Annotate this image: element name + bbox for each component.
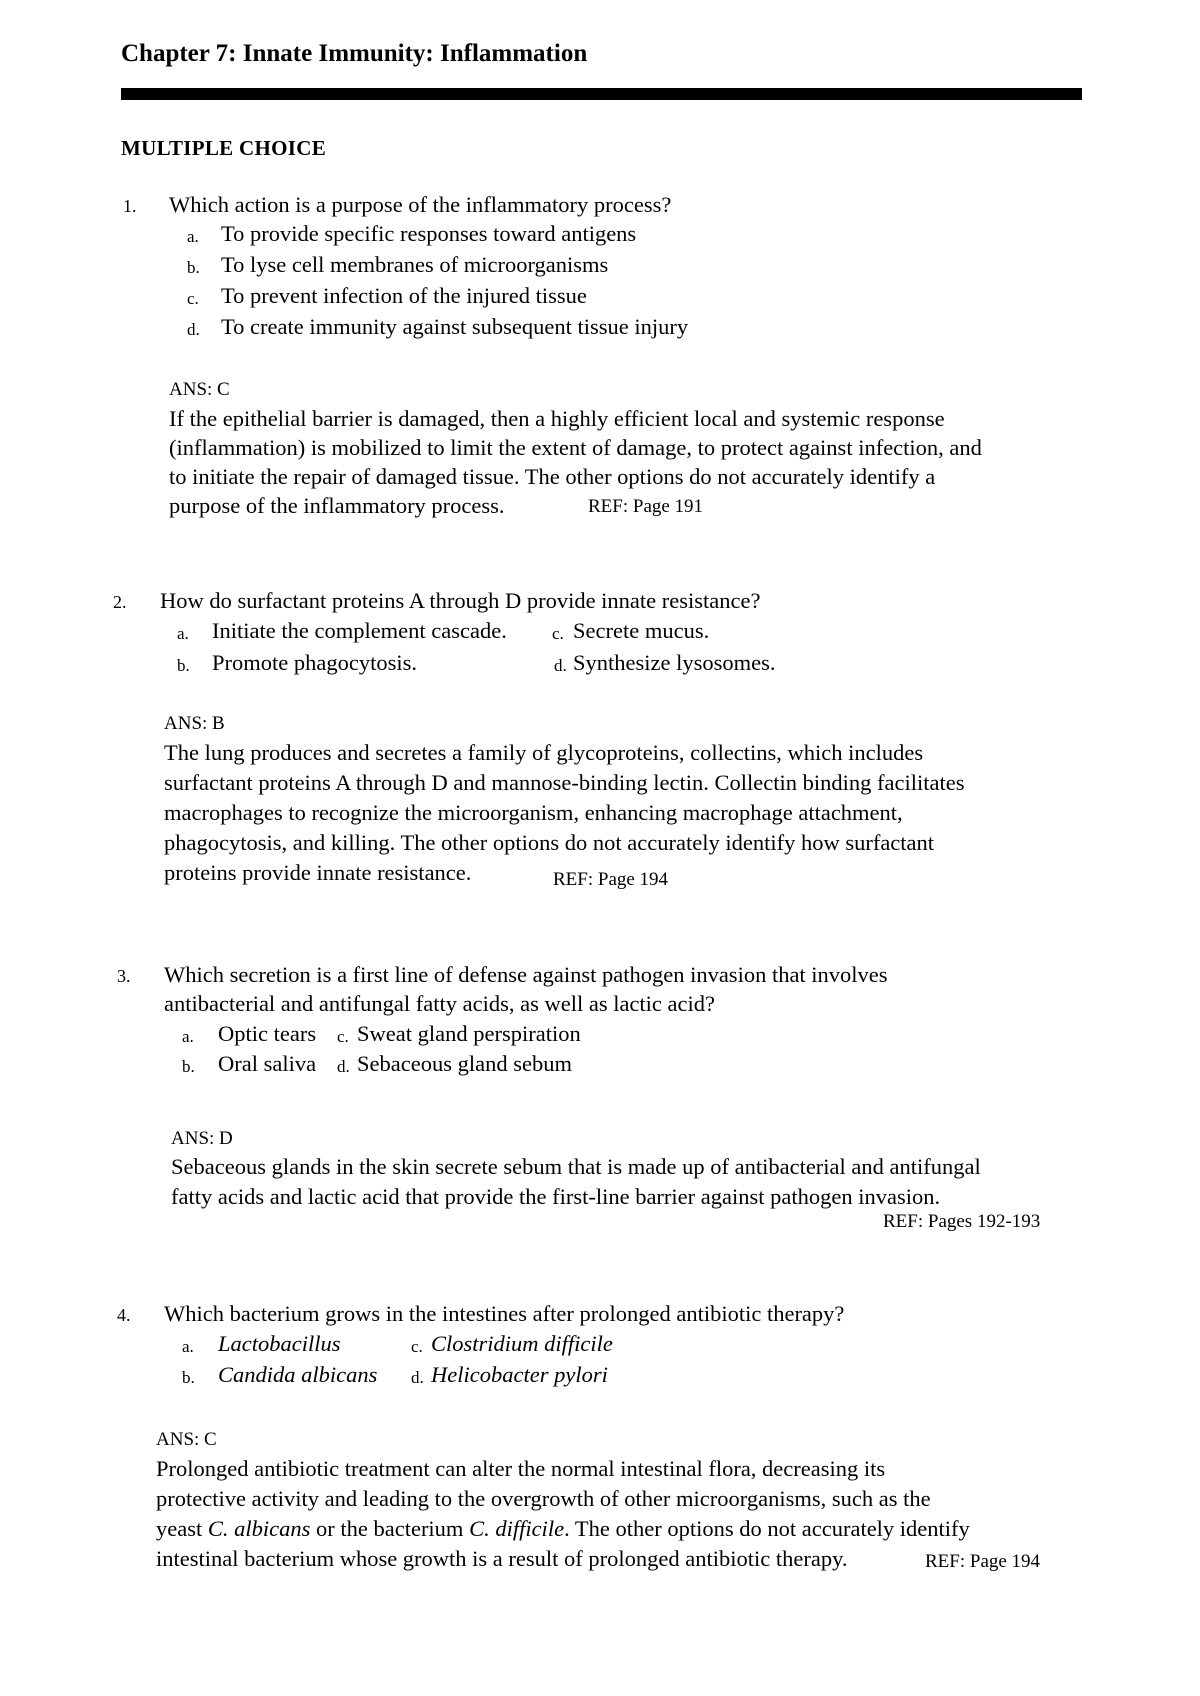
option-label: b. bbox=[177, 656, 190, 675]
explanation-line: phagocytosis, and killing. The other options do not accurately identify how surfactant bbox=[164, 830, 935, 855]
option-text: Oral saliva bbox=[218, 1051, 317, 1076]
answer-key: ANS: C bbox=[156, 1429, 217, 1450]
option-label: c. bbox=[411, 1337, 423, 1356]
explanation-line: If the epithelial barrier is damaged, then a highly efficient local and systemic response bbox=[169, 406, 945, 431]
explanation-line: The lung produces and secretes a family of glycoproteins, collectins, which includes bbox=[164, 740, 924, 765]
page-reference: REF: Page 191 bbox=[588, 496, 704, 517]
explanation-line: fatty acids and lactic acid that provide the first-line barrier against pathogen invasion. bbox=[171, 1184, 941, 1209]
option-text: Sweat gland perspiration bbox=[357, 1021, 581, 1046]
question-text: Which action is a purpose of the inflammatory process? bbox=[169, 192, 672, 217]
explanation-text: or the bacterium bbox=[310, 1516, 470, 1541]
answer-key: ANS: C bbox=[169, 379, 230, 400]
question-number: 1. bbox=[123, 196, 137, 216]
option-text: Synthesize lysosomes. bbox=[573, 650, 776, 675]
option-label: b. bbox=[182, 1368, 195, 1387]
explanation-line: surfactant proteins A through D and mannose-binding lectin. Collectin binding facilitates bbox=[164, 770, 965, 795]
option-label: c. bbox=[337, 1027, 349, 1046]
option-label: a. bbox=[187, 227, 199, 246]
option-text: Promote phagocytosis. bbox=[212, 650, 417, 675]
question-text: How do surfactant proteins A through D provide innate resistance? bbox=[160, 588, 761, 613]
question-text: antibacterial and antifungal fatty acids, as well as lactic acid? bbox=[164, 991, 715, 1016]
option-label: b. bbox=[187, 258, 200, 277]
option-text: To prevent infection of the injured tissue bbox=[221, 283, 587, 308]
question-number: 3. bbox=[117, 966, 131, 986]
option-text: To create immunity against subsequent tissue injury bbox=[221, 314, 689, 339]
option-label: c. bbox=[552, 624, 564, 643]
explanation-line bbox=[156, 1514, 970, 1544]
explanation-text: yeast bbox=[156, 1516, 208, 1541]
option-text: Sebaceous gland sebum bbox=[357, 1051, 572, 1076]
option-label: d. bbox=[337, 1057, 350, 1076]
explanation-line: purpose of the inflammatory process. bbox=[169, 493, 505, 518]
answer-key: ANS: D bbox=[171, 1128, 233, 1149]
page-reference: REF: Page 194 bbox=[925, 1551, 1041, 1572]
option-text: To lyse cell membranes of microorganisms bbox=[221, 252, 609, 277]
explanation-line: macrophages to recognize the microorganism, enhancing macrophage attachment, bbox=[164, 800, 903, 825]
question-number: 2. bbox=[113, 592, 127, 612]
option-text: Optic tears bbox=[218, 1021, 317, 1046]
page-title: Chapter 7: Innate Immunity: Inflammation bbox=[121, 40, 588, 67]
option-label: d. bbox=[554, 656, 567, 675]
option-text: Secrete mucus. bbox=[573, 618, 710, 643]
option-text: Candida albicans bbox=[218, 1362, 378, 1387]
species-name: C. albicans bbox=[207, 1516, 311, 1541]
option-text: Lactobacillus bbox=[218, 1331, 341, 1356]
explanation-line: (inflammation) is mobilized to limit the extent of damage, to protect against infection, and bbox=[169, 435, 982, 460]
question-text: Which bacterium grows in the intestines after prolonged antibiotic therapy? bbox=[164, 1301, 845, 1326]
option-label: a. bbox=[177, 624, 189, 643]
question-text: Which secretion is a first line of defense against pathogen invasion that involves bbox=[164, 962, 888, 987]
explanation-line: to initiate the repair of damaged tissue. The other options do not accurately identify a bbox=[169, 464, 936, 489]
option-label: d. bbox=[411, 1368, 424, 1387]
explanation-line: Prolonged antibiotic treatment can alter the normal intestinal flora, decreasing its bbox=[156, 1456, 886, 1481]
question-number: 4. bbox=[117, 1305, 131, 1325]
option-text: To provide specific responses toward antigens bbox=[221, 221, 637, 246]
answer-key: ANS: B bbox=[164, 713, 225, 734]
explanation-line: Sebaceous glands in the skin secrete sebum that is made up of antibacterial and antifungal bbox=[171, 1154, 981, 1179]
title-rule bbox=[121, 88, 1082, 100]
option-label: c. bbox=[187, 289, 199, 308]
option-text: Initiate the complement cascade. bbox=[212, 618, 507, 643]
explanation-line: proteins provide innate resistance. bbox=[164, 860, 472, 885]
explanation-line: intestinal bacterium whose growth is a result of prolonged antibiotic therapy. bbox=[156, 1546, 848, 1571]
option-label: a. bbox=[182, 1027, 194, 1046]
option-text: Clostridium difficile bbox=[431, 1331, 613, 1356]
page-reference: REF: Page 194 bbox=[553, 869, 669, 890]
option-label: a. bbox=[182, 1337, 194, 1356]
option-label: b. bbox=[182, 1057, 195, 1076]
option-label: d. bbox=[187, 320, 200, 339]
page-reference: REF: Pages 192-193 bbox=[883, 1211, 1041, 1232]
species-name: C. difficile bbox=[469, 1516, 565, 1541]
option-text: Helicobacter pylori bbox=[431, 1362, 608, 1387]
explanation-text: . The other options do not accurately identify bbox=[564, 1516, 970, 1541]
section-heading: MULTIPLE CHOICE bbox=[121, 136, 327, 160]
explanation-line: protective activity and leading to the overgrowth of other microorganisms, such as the bbox=[156, 1486, 931, 1511]
